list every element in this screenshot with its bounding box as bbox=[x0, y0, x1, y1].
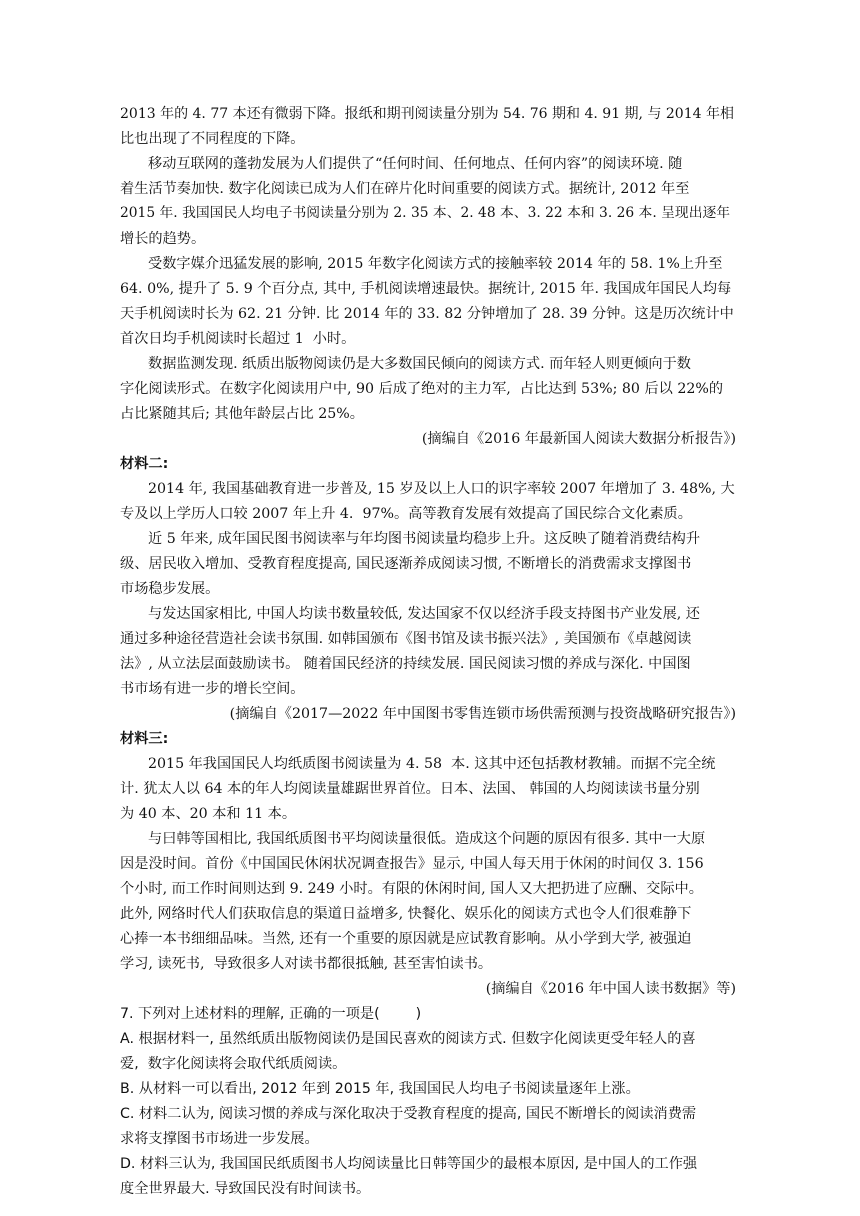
material-three-heading: 材料三: bbox=[120, 731, 169, 747]
material-one-line: 64. 0%, 提升了 5. 9 个百分点, 其中, 手机阅读增速最快。据统计, 2015 年. 我国成年国民人均每 bbox=[120, 281, 732, 297]
material-two-line: 级、居民收入增加、受教育程度提高, 国民逐渐养成阅读习惯, 不断增长的消费需求支撑图书 bbox=[120, 556, 692, 572]
material-one-line: 比也出现了不同程度的下降。 bbox=[120, 131, 305, 147]
material-one-line: 着生活节奏加快. 数字化阅读已成为人们在碎片化时间重要的阅读方式。据统计, 2012 年至 bbox=[120, 181, 690, 197]
option-b-line: B. 从材料一可以看出, 2012 年到 2015 年, 我国国民人均电子书阅读量逐年上涨。 bbox=[120, 1081, 640, 1097]
option-a-line: 爱, 数字化阅读将会取代纸质阅读。 bbox=[120, 1056, 347, 1072]
question-stem: 7. 下列对上述材料的理解, 正确的一项是( ) bbox=[120, 1006, 422, 1022]
material-three-line: 因是没时间。首份《中国国民休闲状况调查报告》显示, 中国人每天用于休闲的时间仅 3. 156 bbox=[120, 856, 704, 872]
material-one-source: (摘编自《2016 年最新国人阅读大数据分析报告》) bbox=[421, 431, 736, 447]
material-two-line: 专及以上学历人口较 2007 年上升 4. 97%。高等教育发展有效提高了国民综合文化素质。 bbox=[120, 506, 692, 522]
material-two-heading: 材料二: bbox=[120, 456, 169, 472]
material-two-source: (摘编自《2017—2022 年中国图书零售连锁市场供需预测与投资战略研究报告》) bbox=[229, 706, 736, 722]
material-three-line: 计. 犹太人以 64 本的年人均阅读量雄踞世界首位。日本、法国、 韩国的人均阅读读书量分别 bbox=[120, 781, 700, 797]
material-one-line: 2015 年. 我国国民人均电子书阅读量分别为 2. 35 本、2. 48 本、3. 22 本和 3. 26 本. 呈现出逐年 bbox=[120, 205, 731, 221]
material-one-line: 占比紧随其后; 其他年龄层占比 25%。 bbox=[120, 406, 364, 422]
material-two-line: 通过多种途径营造社会读书氛围. 如韩国颁布《图书馆及读书振兴法》, 美国颁布《卓越阅读 bbox=[120, 631, 692, 647]
material-one-line: 字化阅读形式。在数字化阅读用户中, 90 后成了绝对的主力军, 占比达到 53%; 80 后以 22%的 bbox=[120, 381, 724, 397]
option-a-line: A. 根据材料一, 虽然纸质出版物阅读仍是国民喜欢的阅读方式. 但数字化阅读更受年轻人的喜 bbox=[120, 1031, 696, 1047]
material-one-line: 受数字媒介迅猛发展的影响, 2015 年数字化阅读方式的接触率较 2014 年的 58. 1%上升至 bbox=[148, 256, 723, 272]
material-two-line: 2014 年, 我国基础教育进一步普及, 15 岁及以上人口的识字率较 2007 年增加了 3. 48%, 大 bbox=[148, 481, 735, 497]
material-two-line: 近 5 年来, 成年国民图书阅读率与年均图书阅读量均稳步上升。这反映了随着消费结构升 bbox=[148, 531, 701, 547]
option-c-line: 求将支撑图书市场进一步发展。 bbox=[120, 1131, 319, 1147]
material-one-line: 移动互联网的蓬勃发展为人们提供了“任何时间、任何地点、任何内容”的阅读环境. 随 bbox=[148, 156, 683, 172]
material-three-line: 此外, 网络时代人们获取信息的渠道日益增多, 快餐化、娱乐化的阅读方式也令人们很难静下 bbox=[120, 906, 692, 922]
option-d-line: D. 材料三认为, 我国国民纸质图书人均阅读量比日韩等国少的最根本原因, 是中国人的工作强 bbox=[120, 1156, 698, 1172]
material-one-line: 2013 年的 4. 77 本还有微弱下降。报纸和期刊阅读量分别为 54. 76 期和 4. 91 期, 与 2014 年相 bbox=[120, 106, 734, 122]
material-two-line: 市场稳步发展。 bbox=[120, 581, 220, 597]
material-one-line: 首次日均手机阅读时长超过 1 小时。 bbox=[120, 331, 356, 347]
option-d-line: 度全世界最大. 导致国民没有时间读书。 bbox=[120, 1181, 371, 1197]
material-three-line: 心捧一本书细细品味。当然, 还有一个重要的原因就是应试教育影响。从小学到大学, 被强迫 bbox=[120, 931, 692, 947]
material-one-line: 数据监测发现. 纸质出版物阅读仍是大多数国民倾向的阅读方式. 而年轻人则更倾向于数 bbox=[148, 356, 691, 372]
material-three-line: 个小时, 而工作时间则达到 9. 249 小时。有限的休闲时间, 国人又大把扔进了应酬、交际中。 bbox=[120, 881, 703, 897]
material-three-source: (摘编自《2016 年中国人读书数据》等) bbox=[485, 981, 736, 997]
material-two-line: 书市场有进一步的增长空间。 bbox=[120, 681, 305, 697]
material-three-line: 为 40 本、20 本和 11 本。 bbox=[120, 806, 297, 822]
material-three-line: 学习, 读死书, 导致很多人对读书都很抵触, 甚至害怕读书。 bbox=[120, 956, 493, 972]
option-c-line: C. 材料二认为, 阅读习惯的养成与深化取决于受教育程度的提高, 国民不断增长的阅读消费需 bbox=[120, 1106, 697, 1122]
material-one-line: 增长的趋势。 bbox=[120, 231, 206, 247]
material-three-line: 2015 年我国国民人均纸质图书阅读量为 4. 58 本. 这其中还包括教材教辅。而据不完全统 bbox=[148, 756, 716, 772]
material-one-line: 天手机阅读时长为 62. 21 分钟. 比 2014 年的 33. 82 分钟增加了 28. 39 分钟。这是历次统计中 bbox=[120, 306, 734, 322]
material-three-line: 与曰韩等国相比, 我国纸质图书平均阅读量很低。造成这个问题的原因有很多. 其中一大原 bbox=[148, 831, 706, 847]
material-two-line: 与发达国家相比, 中国人均读书数量较低, 发达国家不仅以经济手段支持图书产业发展, 还 bbox=[148, 606, 700, 622]
material-two-line: 法》, 从立法层面鼓励读书。 随着国民经济的持续发展. 国民阅读习惯的养成与深化. 中国图 bbox=[120, 656, 691, 672]
